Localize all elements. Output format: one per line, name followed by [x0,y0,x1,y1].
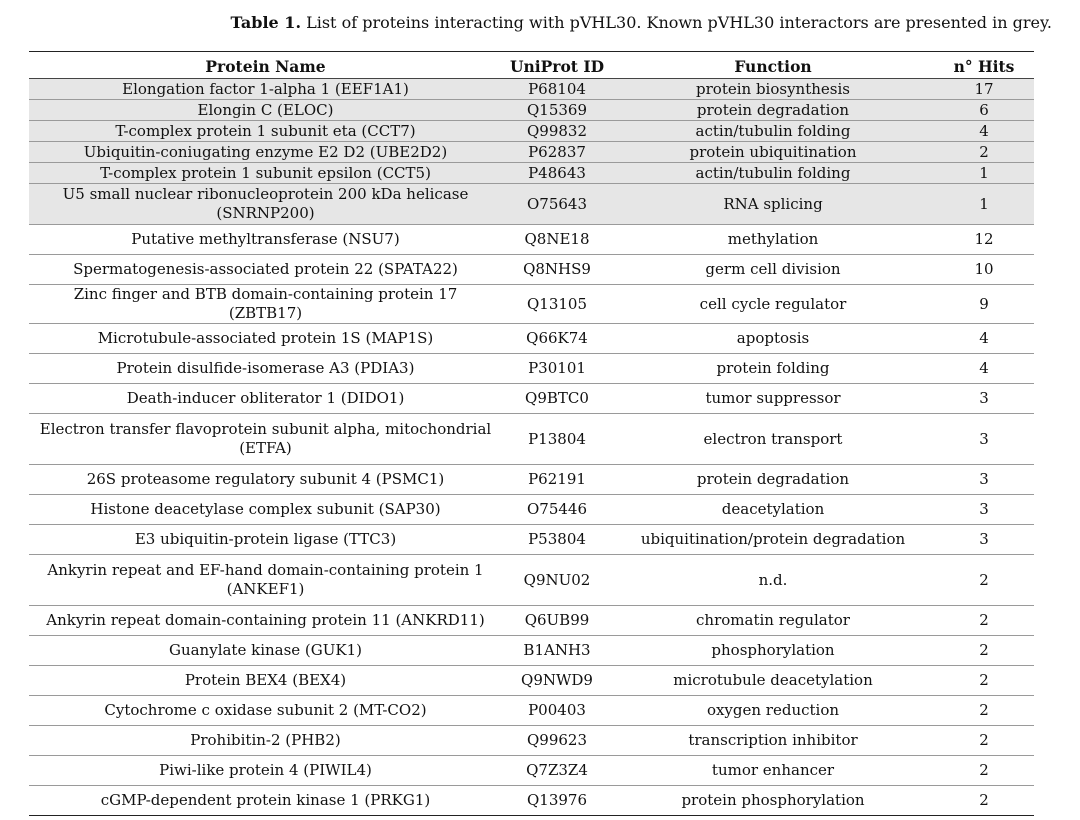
hits-cell: 6 [934,100,1034,121]
header-hits: n° Hits [934,52,1034,79]
protein-table [29,51,1034,816]
function-cell: tumor enhancer [612,756,934,786]
table-row [29,495,1034,525]
protein-name-cell: Elongin C (ELOC) [29,100,502,121]
hits-cell: 2 [934,696,1034,726]
table-row [29,726,1034,756]
protein-name-cell: U5 small nuclear ribonucleoprotein 200 kDa helicase (SNRNP200) [29,184,502,225]
protein-name-cell: Zinc finger and BTB domain-containing protein 17 (ZBTB17) [29,285,502,324]
protein-name-cell: Putative methyltransferase (NSU7) [29,225,502,255]
function-cell: ubiquitination/protein degradation [612,525,934,555]
function-cell: cell cycle regulator [612,285,934,324]
uniprot-id-cell: Q13976 [502,786,612,816]
function-cell: protein degradation [612,100,934,121]
hits-cell: 2 [934,786,1034,816]
uniprot-id-cell: P13804 [502,414,612,465]
table-row [29,354,1034,384]
table-row [29,225,1034,255]
uniprot-id-cell: P62191 [502,465,612,495]
table-header-row [29,52,1034,79]
protein-name-cell: Protein BEX4 (BEX4) [29,666,502,696]
table-row [29,163,1034,184]
table-row [29,255,1034,285]
function-cell: protein phosphorylation [612,786,934,816]
hits-cell: 2 [934,555,1034,606]
uniprot-id-cell: P00403 [502,696,612,726]
protein-name-cell: Ubiquitin-coniugating enzyme E2 D2 (UBE2D2) [29,142,502,163]
protein-name-cell: Histone deacetylase complex subunit (SAP30) [29,495,502,525]
uniprot-id-cell: P30101 [502,354,612,384]
uniprot-id-cell: P48643 [502,163,612,184]
table-row [29,414,1034,465]
protein-name-cell: Death-inducer obliterator 1 (DIDO1) [29,384,502,414]
uniprot-id-cell: Q7Z3Z4 [502,756,612,786]
hits-cell: 2 [934,756,1034,786]
protein-name-cell: Prohibitin-2 (PHB2) [29,726,502,756]
protein-name-cell: T-complex protein 1 subunit eta (CCT7) [29,121,502,142]
function-cell: phosphorylation [612,636,934,666]
function-cell: methylation [612,225,934,255]
table-caption-text: List of proteins interacting with pVHL30. Known pVHL30 interactors are presented in grey. [301,13,1052,32]
function-cell: actin/tubulin folding [612,121,934,142]
hits-cell: 1 [934,163,1034,184]
table-caption-label: Table 1. [230,13,302,32]
hits-cell: 2 [934,666,1034,696]
uniprot-id-cell: P68104 [502,79,612,100]
uniprot-id-cell: Q8NHS9 [502,255,612,285]
function-cell: deacetylation [612,495,934,525]
uniprot-id-cell: Q13105 [502,285,612,324]
uniprot-id-cell: P62837 [502,142,612,163]
hits-cell: 3 [934,414,1034,465]
function-cell: RNA splicing [612,184,934,225]
uniprot-id-cell: Q66K74 [502,324,612,354]
hits-cell: 2 [934,142,1034,163]
table-row [29,525,1034,555]
header-protein-name: Protein Name [29,52,502,79]
table-caption [231,13,1052,33]
hits-cell: 3 [934,384,1034,414]
table-row [29,636,1034,666]
function-cell: tumor suppressor [612,384,934,414]
protein-name-cell: Protein disulfide-isomerase A3 (PDIA3) [29,354,502,384]
uniprot-id-cell: O75643 [502,184,612,225]
hits-cell: 4 [934,354,1034,384]
uniprot-id-cell: Q99832 [502,121,612,142]
uniprot-id-cell: Q99623 [502,726,612,756]
header-function: Function [612,52,934,79]
table-row [29,786,1034,816]
uniprot-id-cell: Q8NE18 [502,225,612,255]
hits-cell: 12 [934,225,1034,255]
hits-cell: 17 [934,79,1034,100]
hits-cell: 3 [934,525,1034,555]
hits-cell: 2 [934,636,1034,666]
uniprot-id-cell: O75446 [502,495,612,525]
function-cell: actin/tubulin folding [612,163,934,184]
uniprot-id-cell: Q9BTC0 [502,384,612,414]
uniprot-id-cell: Q6UB99 [502,606,612,636]
protein-name-cell: Elongation factor 1-alpha 1 (EEF1A1) [29,79,502,100]
table-body [29,79,1034,816]
protein-name-cell: Microtubule-associated protein 1S (MAP1S) [29,324,502,354]
function-cell: microtubule deacetylation [612,666,934,696]
table-row [29,465,1034,495]
table-row [29,285,1034,324]
table-row [29,79,1034,100]
hits-cell: 9 [934,285,1034,324]
hits-cell: 4 [934,121,1034,142]
hits-cell: 1 [934,184,1034,225]
protein-name-cell: Ankyrin repeat domain-containing protein 11 (ANKRD11) [29,606,502,636]
protein-name-cell: Piwi-like protein 4 (PIWIL4) [29,756,502,786]
table-row [29,100,1034,121]
hits-cell: 4 [934,324,1034,354]
function-cell: electron transport [612,414,934,465]
table-row [29,384,1034,414]
hits-cell: 2 [934,726,1034,756]
uniprot-id-cell: Q15369 [502,100,612,121]
protein-name-cell: cGMP-dependent protein kinase 1 (PRKG1) [29,786,502,816]
protein-name-cell: Electron transfer flavoprotein subunit alpha, mitochondrial (ETFA) [29,414,502,465]
protein-name-cell: E3 ubiquitin-protein ligase (TTC3) [29,525,502,555]
function-cell: chromatin regulator [612,606,934,636]
table-row [29,555,1034,606]
table-row [29,121,1034,142]
hits-cell: 3 [934,465,1034,495]
uniprot-id-cell: Q9NU02 [502,555,612,606]
header-uniprot-id: UniProt ID [502,52,612,79]
uniprot-id-cell: Q9NWD9 [502,666,612,696]
table-row [29,666,1034,696]
uniprot-id-cell: B1ANH3 [502,636,612,666]
function-cell: protein ubiquitination [612,142,934,163]
protein-name-cell: Cytochrome c oxidase subunit 2 (MT-CO2) [29,696,502,726]
protein-name-cell: Guanylate kinase (GUK1) [29,636,502,666]
hits-cell: 10 [934,255,1034,285]
table-row [29,606,1034,636]
hits-cell: 2 [934,606,1034,636]
function-cell: protein folding [612,354,934,384]
protein-name-cell: Spermatogenesis-associated protein 22 (SPATA22) [29,255,502,285]
function-cell: oxygen reduction [612,696,934,726]
uniprot-id-cell: P53804 [502,525,612,555]
hits-cell: 3 [934,495,1034,525]
table-row [29,756,1034,786]
function-cell: transcription inhibitor [612,726,934,756]
function-cell: apoptosis [612,324,934,354]
function-cell: protein biosynthesis [612,79,934,100]
protein-name-cell: 26S proteasome regulatory subunit 4 (PSMC1) [29,465,502,495]
table-row [29,324,1034,354]
table-row [29,142,1034,163]
function-cell: protein degradation [612,465,934,495]
table-row [29,696,1034,726]
function-cell: n.d. [612,555,934,606]
function-cell: germ cell division [612,255,934,285]
table-row [29,184,1034,225]
protein-name-cell: Ankyrin repeat and EF-hand domain-containing protein 1 (ANKEF1) [29,555,502,606]
protein-name-cell: T-complex protein 1 subunit epsilon (CCT5) [29,163,502,184]
